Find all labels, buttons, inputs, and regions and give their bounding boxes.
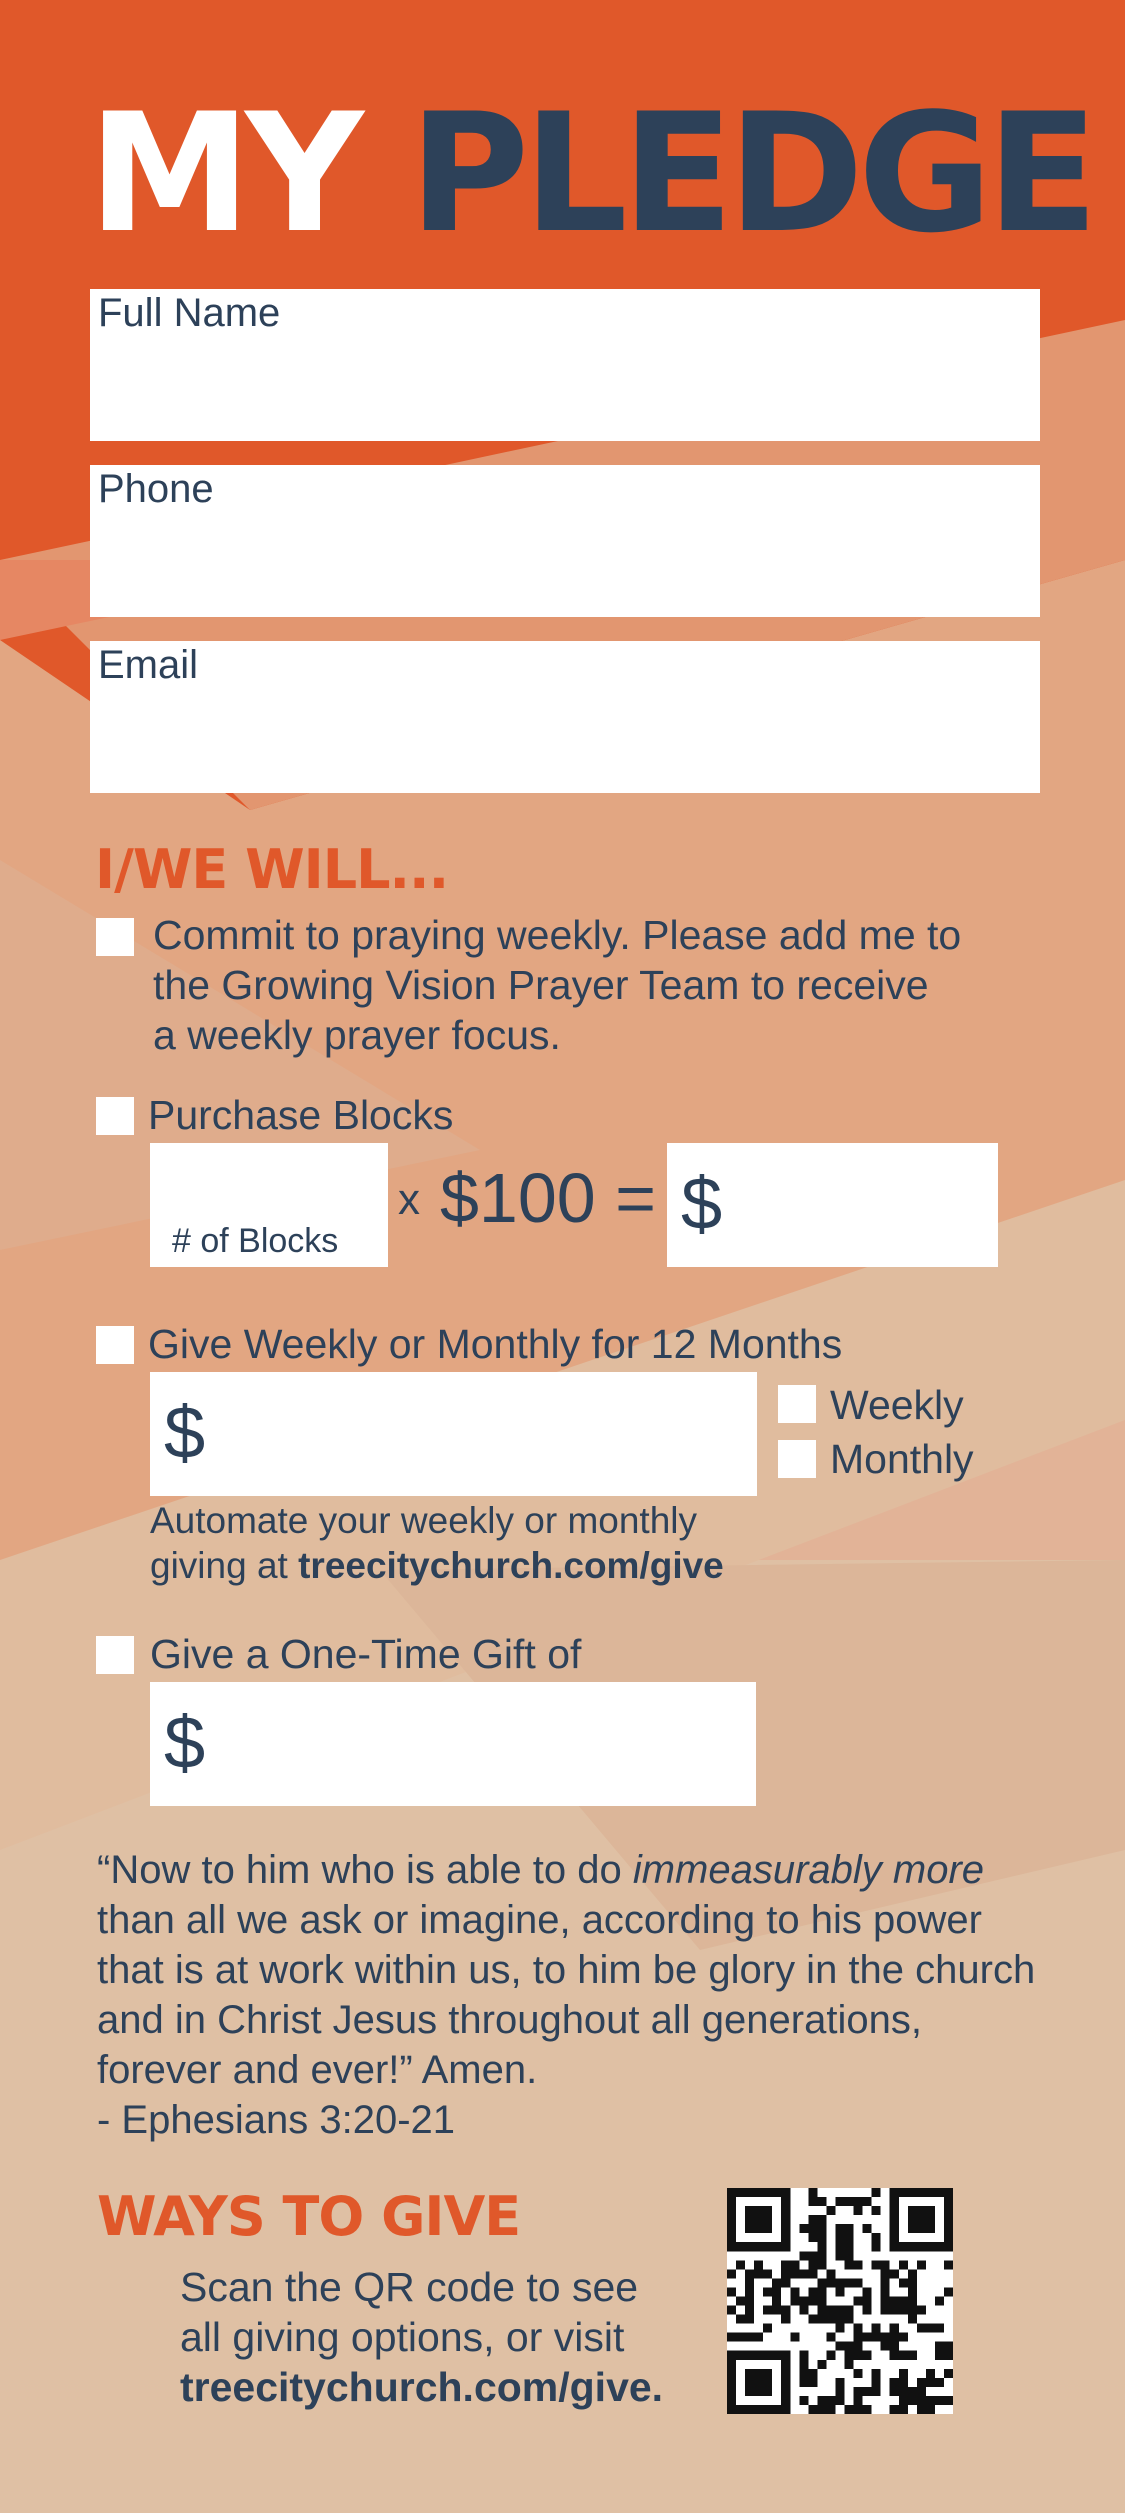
monthly-checkbox[interactable] <box>778 1440 816 1478</box>
automate-line-2 <box>150 1543 724 1588</box>
pray-option-text <box>153 910 961 1060</box>
recurring-currency: $ <box>164 1391 206 1474</box>
full-name-field[interactable] <box>90 289 1040 441</box>
blocks-count-label: # of Blocks <box>172 1222 339 1260</box>
email-label: Email <box>98 643 199 687</box>
recurring-label: Give Weekly or Monthly for 12 Months <box>148 1321 843 1367</box>
page-title <box>88 78 1093 269</box>
purchase-blocks-checkbox[interactable] <box>96 1097 134 1135</box>
automate-note <box>150 1498 724 1588</box>
block-price: $100 = <box>440 1159 657 1237</box>
blocks-total-currency: $ <box>681 1162 723 1245</box>
onetime-amount-input[interactable] <box>150 1682 756 1806</box>
onetime-currency: $ <box>164 1701 206 1784</box>
blocks-total-input[interactable] <box>667 1143 998 1267</box>
weekly-label: Weekly <box>830 1382 964 1428</box>
scripture-part-1: “Now to him who is able to do <box>97 1848 633 1892</box>
pray-line-3: a weekly prayer focus. <box>153 1012 561 1058</box>
scripture-quote <box>97 1845 1057 2145</box>
scripture-emphasis-1: immeasurably <box>632 1848 882 1892</box>
ways-line-2: all giving options, or visit <box>180 2314 625 2360</box>
scripture-reference: - Ephesians 3:20-21 <box>97 2098 456 2142</box>
monthly-label: Monthly <box>830 1436 974 1482</box>
weekly-checkbox[interactable] <box>778 1385 816 1423</box>
onetime-checkbox[interactable] <box>96 1636 134 1674</box>
scripture-emphasis-2: more <box>892 1848 985 1892</box>
automate-link[interactable]: treecitychurch.com/give <box>298 1545 724 1586</box>
pray-line-2: the Growing Vision Prayer Team to receive <box>153 962 929 1008</box>
ways-line-1: Scan the QR code to see <box>180 2264 639 2310</box>
phone-label: Phone <box>98 467 214 511</box>
ways-link[interactable]: treecitychurch.com/give. <box>180 2364 664 2410</box>
recurring-amount-input[interactable] <box>150 1372 757 1496</box>
blocks-count-input[interactable] <box>150 1143 388 1267</box>
purchase-blocks-label: Purchase Blocks <box>148 1092 454 1138</box>
ways-to-give-text <box>180 2262 663 2412</box>
commitments-heading: I/WE WILL... <box>95 838 449 901</box>
scripture-part-2: than all we ask or imagine, according to his power that is at work within us, to him be glory in the church and in Christ Jesus throughout all generations, forever and ever!” Amen. <box>97 1898 1036 2092</box>
recurring-checkbox[interactable] <box>96 1326 134 1364</box>
phone-field[interactable] <box>90 465 1040 617</box>
onetime-label: Give a One-Time Gift of <box>150 1631 582 1677</box>
title-pledge: PLEDGE <box>409 78 1093 269</box>
ways-to-give-heading: WAYS TO GIVE <box>97 2185 521 2248</box>
email-field[interactable] <box>90 641 1040 793</box>
multiply-sign: x <box>398 1175 420 1224</box>
title-my: MY <box>88 78 358 269</box>
qr-code-icon[interactable] <box>727 2188 953 2414</box>
automate-line-1: Automate your weekly or monthly <box>150 1500 698 1541</box>
pray-checkbox[interactable] <box>96 918 134 956</box>
pray-line-1: Commit to praying weekly. Please add me to <box>153 912 962 958</box>
automate-prefix: giving at <box>150 1545 299 1586</box>
full-name-label: Full Name <box>98 291 281 335</box>
